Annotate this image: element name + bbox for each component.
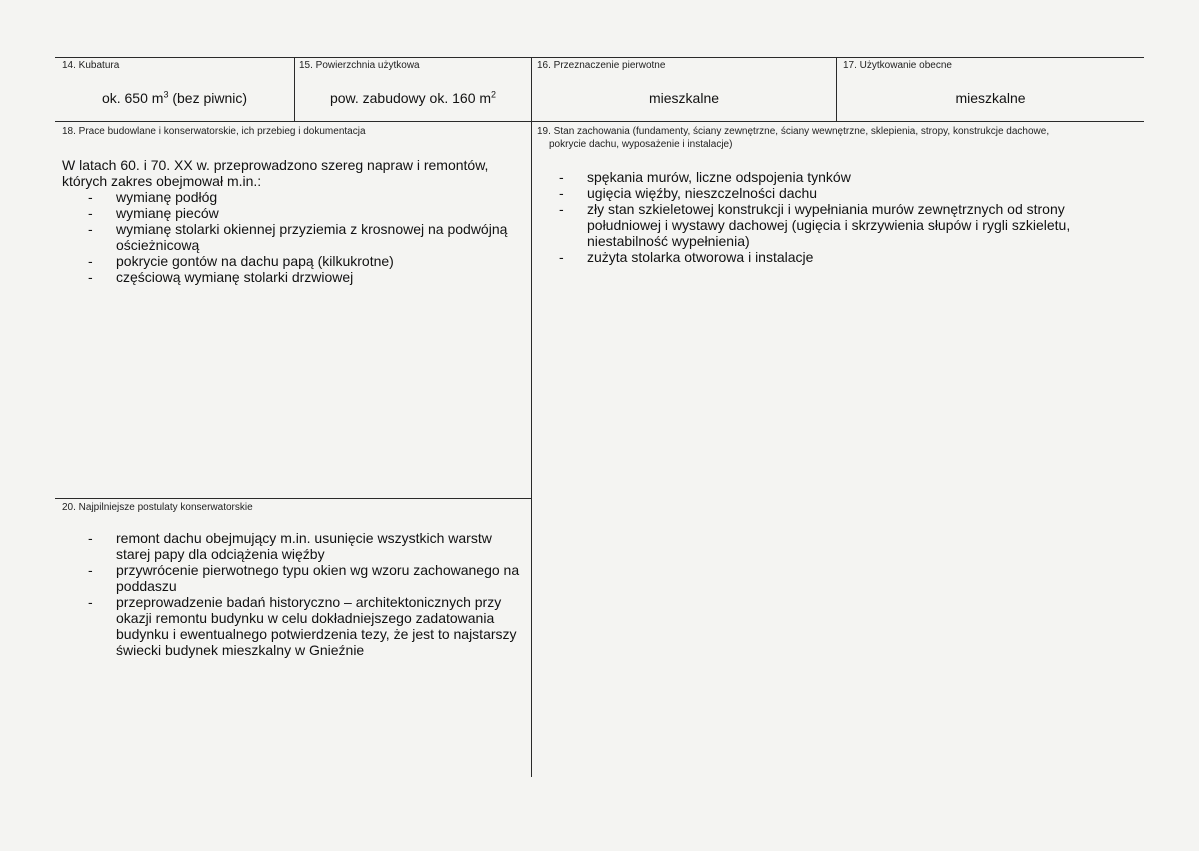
field-14-label: 14. Kubatura <box>62 60 120 71</box>
list-item: - wymianę stolarki okiennej przyziemia z krosnowej na podwójną ościeżnicową <box>86 221 522 253</box>
section-20-list <box>86 530 530 658</box>
section-19-label-line1: 19. Stan zachowania (fundamenty, ściany zewnętrzne, ściany wewnętrzne, sklepienia, stropy, konstrukcje dachowe, <box>537 126 1050 137</box>
section-18-label: 18. Prace budowlane i konserwatorskie, ich przebieg i dokumentacja <box>62 126 366 137</box>
list-item: - wymianę pieców <box>86 205 522 221</box>
section-20-label: 20. Najpilniejsze postulaty konserwatorskie <box>62 502 253 513</box>
rule-header-bottom <box>55 121 1144 122</box>
list-item: - remont dachu obejmujący m.in. usunięcie wszystkich warstw starej papy dla odciążenia więźby <box>86 530 530 562</box>
field-14-value: ok. 650 $m^3$ (bez piwnic) <box>101 89 248 106</box>
field-17-label: 17. Użytkowanie obecne <box>843 60 952 71</box>
section-18-list <box>86 189 522 285</box>
list-item: - przeprowadzenie badań historyczno – architektonicznych przy okazji remontu budynku w celu dokładniejszego zadatowania budynku i ewentualnego potwierdzenia tezy, że jest to najstarszy świecki budynek mieszkalny w Gnieźnie <box>86 594 530 658</box>
rule-top <box>55 57 1144 58</box>
rule-col-a <box>294 57 295 121</box>
rule-col-c <box>836 57 837 121</box>
list-item: - pokrycie gontów na dachu papą (kilkukrotne) <box>86 253 522 269</box>
field-16-label: 16. Przeznaczenie pierwotne <box>537 60 666 71</box>
list-item: - częściową wymianę stolarki drzwiowej <box>86 269 522 285</box>
list-item: - wymianę podłóg <box>86 189 522 205</box>
field-17-value: mieszkalne <box>955 90 1026 106</box>
section-19-label-line2: pokrycie dachu, wyposażenie i instalacje) <box>549 139 733 150</box>
list-item: - zły stan szkieletowej konstrukcji i wypełniania murów zewnętrznych od strony południowej i wystawy dachowej (ugięcia i skrzywienia słupów i rygli szkieletu, niestabilność wypełnienia) <box>557 201 1102 249</box>
field-15-label: 15. Powierzchnia użytkowa <box>299 60 420 71</box>
field-15-value: pow. zabudowy ok. 160 $m^2$ <box>329 89 497 106</box>
rule-section20-top <box>55 498 531 499</box>
section-19-list <box>557 169 1102 265</box>
field-16-value: mieszkalne <box>648 90 720 106</box>
rule-col-mid <box>531 57 532 777</box>
list-item: - spękania murów, liczne odspojenia tynków <box>557 169 1102 185</box>
section-18-intro: W latach 60. i 70. XX w. przeprowadzono szereg napraw i remontów, których zakres obejmował m.in.: <box>62 157 489 189</box>
list-item: - zużyta stolarka otworowa i instalacje <box>557 249 1102 265</box>
list-item: - ugięcia więźby, nieszczelności dachu <box>557 185 1102 201</box>
list-item: - przywrócenie pierwotnego typu okien wg wzoru zachowanego na poddaszu <box>86 562 530 594</box>
